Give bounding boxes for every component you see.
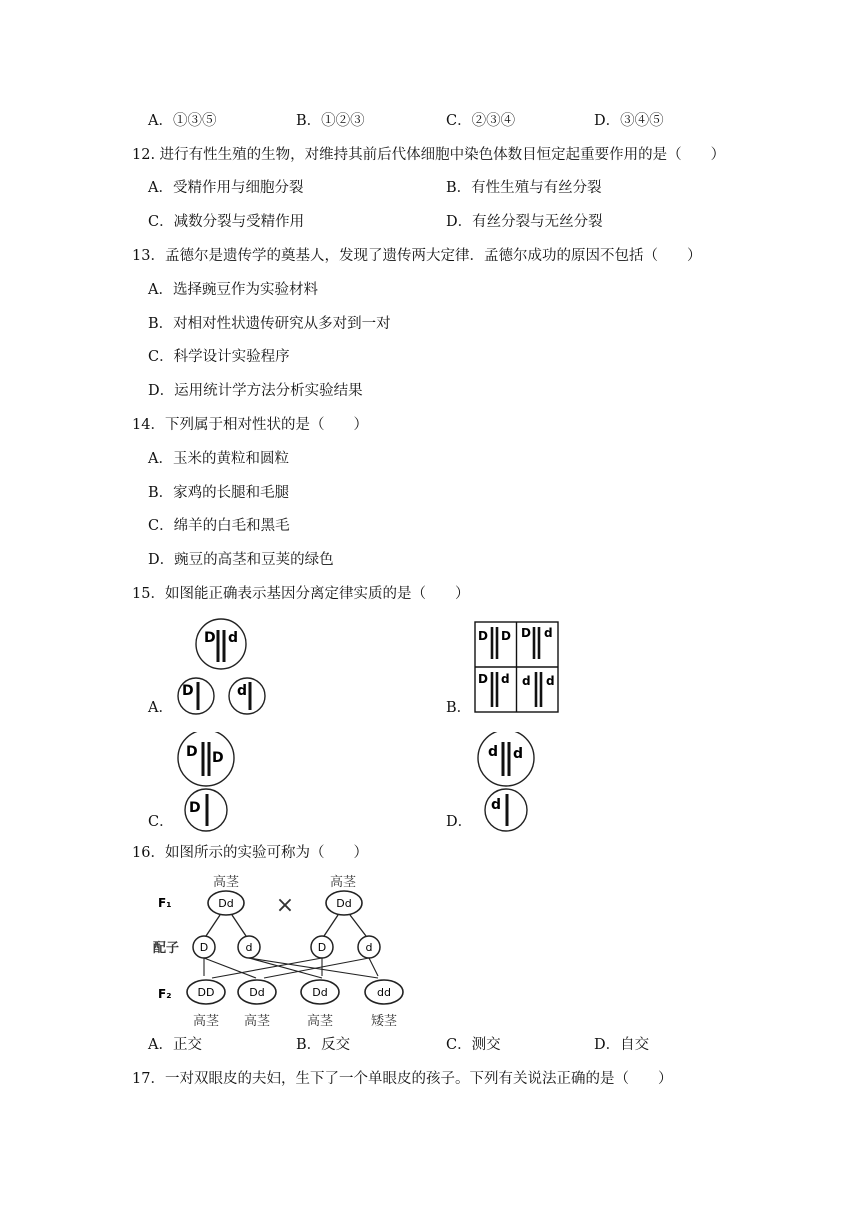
q16-parent1-label: 高茎 — [213, 875, 240, 890]
q16-offspring-3-phenotype: 高茎 — [306, 1014, 334, 1029]
q15-label-a: A． — [148, 700, 173, 716]
q15-a-bottom-1: D — [182, 683, 194, 699]
q16-gen-f1: F₁ — [158, 896, 172, 910]
q15-b-c3-l: D — [478, 672, 488, 686]
q13-option-d: D．运用统计学方法分析实验结果 — [148, 383, 363, 399]
q16-offspring-2-phenotype: 高茎 — [243, 1014, 271, 1029]
q15-b-c1-l: D — [478, 629, 488, 643]
q15-a-top-right: d — [228, 630, 239, 646]
q15-c-top-right: D — [212, 750, 224, 766]
q15-b-c2-r: d — [544, 626, 553, 640]
q16-offspring-1-phenotype: 高茎 — [192, 1014, 220, 1029]
q15-b-c3-r: d — [501, 672, 510, 686]
q16-offspring-4-genotype: dd — [377, 986, 391, 999]
q15-c-top-left: D — [186, 744, 198, 760]
q15-stem: 15．如图能正确表示基因分离定律实质的是（ ） — [132, 586, 470, 602]
q13-option-b: B．对相对性状遗传研究从多对到一对 — [148, 316, 391, 332]
q13-stem: 13．孟德尔是遗传学的奠基人，发现了遗传两大定律．孟德尔成功的原因不包括（ ） — [132, 248, 702, 264]
q16-gamete-1: D — [199, 941, 209, 954]
q15-label-c: C． — [148, 814, 174, 830]
q15-c-bottom-1: D — [189, 800, 201, 816]
q16-option-b: B．反交 — [296, 1037, 351, 1053]
q16-gamete-2: d — [245, 941, 253, 954]
q15-a-top-left: D — [204, 630, 216, 646]
q16-cross-symbol: × — [275, 893, 295, 918]
q16-parent2-label: 高茎 — [330, 875, 357, 890]
q16-gen-f2: F₂ — [158, 987, 172, 1001]
q12-option-b: B．有性生殖与有丝分裂 — [446, 180, 602, 196]
q14-option-b: B．家鸡的长腿和毛腿 — [148, 485, 290, 501]
q15-d-bottom-1: d — [491, 797, 502, 813]
q12-option-d: D．有丝分裂与无丝分裂 — [446, 214, 603, 230]
q15-figure-c — [176, 732, 242, 832]
q15-d-top-left: d — [488, 744, 499, 760]
q14-option-d: D．豌豆的高茎和豆荚的绿色 — [148, 552, 334, 568]
q15-b-c1-r: D — [501, 629, 511, 643]
q16-offspring-3-genotype: Dd — [312, 986, 328, 999]
q14-option-c: C．绵羊的白毛和黑毛 — [148, 518, 290, 534]
q15-figure-a — [176, 618, 272, 718]
q15-figure-b — [474, 621, 560, 715]
q15-a-bottom-2: d — [237, 683, 248, 699]
q16-offspring-4-phenotype: 矮茎 — [370, 1014, 398, 1029]
q16-offspring-1-genotype: DD — [197, 986, 215, 999]
q16-offspring-2-genotype: Dd — [249, 986, 265, 999]
q15-label-b: B． — [446, 700, 472, 716]
q16-parent2-genotype: Dd — [336, 897, 352, 910]
q16-option-d: D．自交 — [594, 1037, 650, 1053]
q12-option-c: C．减数分裂与受精作用 — [148, 214, 305, 230]
q13-option-a: A．选择豌豆作为实验材料 — [148, 282, 318, 298]
q16-gamete-3: D — [317, 941, 327, 954]
q16-gen-gamete: 配子 — [153, 941, 180, 956]
q12-stem: 12. 进行有性生殖的生物，对维持其前后代体细胞中染色体数目恒定起重要作用的是（ ） — [132, 147, 726, 163]
q14-option-a: A．玉米的黄粒和圆粒 — [148, 451, 289, 467]
q15-b-c4-l: d — [522, 674, 531, 688]
q16-cross-diagram — [150, 870, 420, 1032]
q11-option-d: D．③④⑤ — [594, 113, 664, 129]
q16-gamete-4: d — [365, 941, 373, 954]
q11-option-b: B．①②③ — [296, 113, 365, 129]
q11-option-c: C．②③④ — [446, 113, 516, 129]
q15-label-d: D． — [446, 814, 473, 830]
q15-b-c4-r: d — [546, 674, 555, 688]
q15-b-cell-2 — [521, 626, 553, 659]
q15-b-cell-1 — [478, 627, 511, 659]
q16-stem: 16．如图所示的实验可称为（ ） — [132, 845, 368, 861]
q13-option-c: C．科学设计实验程序 — [148, 349, 290, 365]
q16-option-c: C．测交 — [446, 1037, 501, 1053]
q12-option-a: A．受精作用与细胞分裂 — [148, 180, 304, 196]
q15-d-top-right: d — [513, 746, 524, 762]
q15-b-cell-4 — [522, 672, 555, 707]
q11-option-a: A．①③⑤ — [148, 113, 217, 129]
q14-stem: 14．下列属于相对性状的是（ ） — [132, 417, 368, 433]
q16-parent1-genotype: Dd — [218, 897, 234, 910]
q16-option-a: A．正交 — [148, 1037, 202, 1053]
q15-figure-d — [476, 732, 542, 832]
q15-b-c2-l: D — [521, 626, 531, 640]
q17-stem: 17．一对双眼皮的夫妇，生下了一个单眼皮的孩子。下列有关说法正确的是（ ） — [132, 1071, 673, 1087]
q15-b-cell-3 — [478, 672, 510, 707]
